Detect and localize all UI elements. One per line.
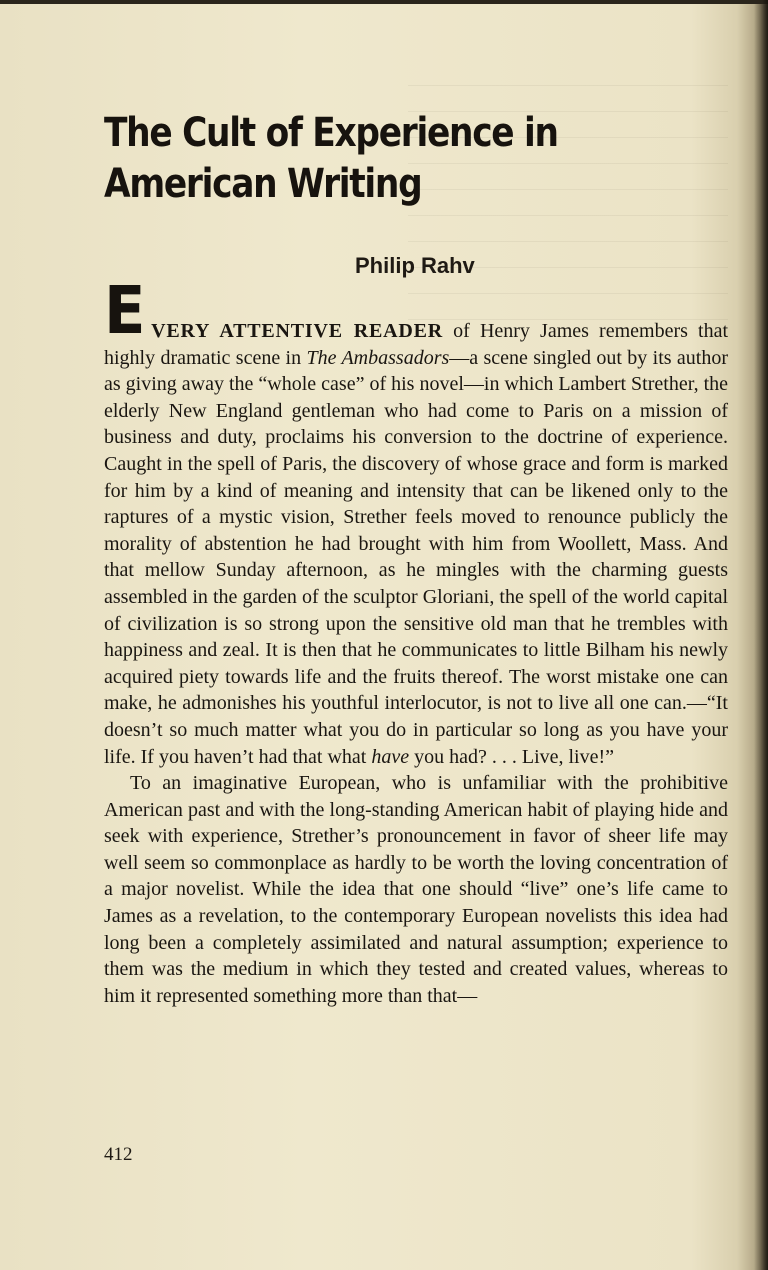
title-line-1: The Cult of Experience in — [104, 110, 558, 156]
binding-shadow — [754, 0, 768, 1270]
paragraph-1 — [104, 272, 729, 770]
paragraph-1-text-b: —a scene singled out by its author as giving away the “whole case” of his novel—in which Lambert Strether, the elderly New England gentleman who had come to Paris on a mission of business and duty, proclaims his conversion to the doctrine of experience. Caught in the spell of Paris, the discovery of whose grace and form is marked for him by a kind of meaning and intensity that can be likened only to the raptures of a mystic vision, Strether feels moved to renounce publicly the morality of abstention he had brought with him from Woollett, Mass. And that mellow Sunday afternoon, as he mingles with the charming guests assembled in the garden of the sculptor Gloriani, the spell of the world capital of civilization is so strong upon the sensitive old man that he trembles with happiness and zeal. It is then that he communicates to little Bilham his newly acquired piety towards life and the fruits thereof. The worst mistake one can make, he admonishes his youthful interlocutor, is not to live all one can.—“It doesn’t so much matter what you do in particular so long as you have your life. If you haven’t had that what — [104, 346, 729, 768]
opening-small-caps: VERY ATTENTIVE READER — [151, 320, 444, 342]
page-number: 412 — [104, 1144, 133, 1165]
article-title — [104, 108, 620, 210]
paragraph-1-text-c: you had? . . . Live, live!” — [409, 745, 615, 768]
article-author: Philip Rahv — [355, 253, 475, 278]
paragraph-2: To an imaginative European, who is unfamiliar with the prohibitive American past and with the long-standing American habit of playing hide and seek with experience, Strether’s pronouncement in favor of sheer life may well seem so commonplace as hardly to be worth the loving concentration of a major novelist. While the idea that one should “live” one’s life came to James as a revelation, to the contemporary European novelists this idea had long been a completely assimilated and natural assumption; experience to them was the medium in which they tested and created values, whereas to him it represented something more than that— — [104, 772, 728, 1007]
paragraph-1-text-a: of Henry James remembers that highly dramatic scene in — [104, 320, 729, 369]
book-title-italic: The Ambassadors — [306, 346, 450, 369]
top-edge-rule — [0, 0, 768, 4]
article-body — [104, 272, 729, 1009]
drop-cap: E — [104, 272, 146, 349]
title-line-2: American Writing — [104, 161, 422, 207]
emphasis-italic: have — [371, 745, 410, 768]
